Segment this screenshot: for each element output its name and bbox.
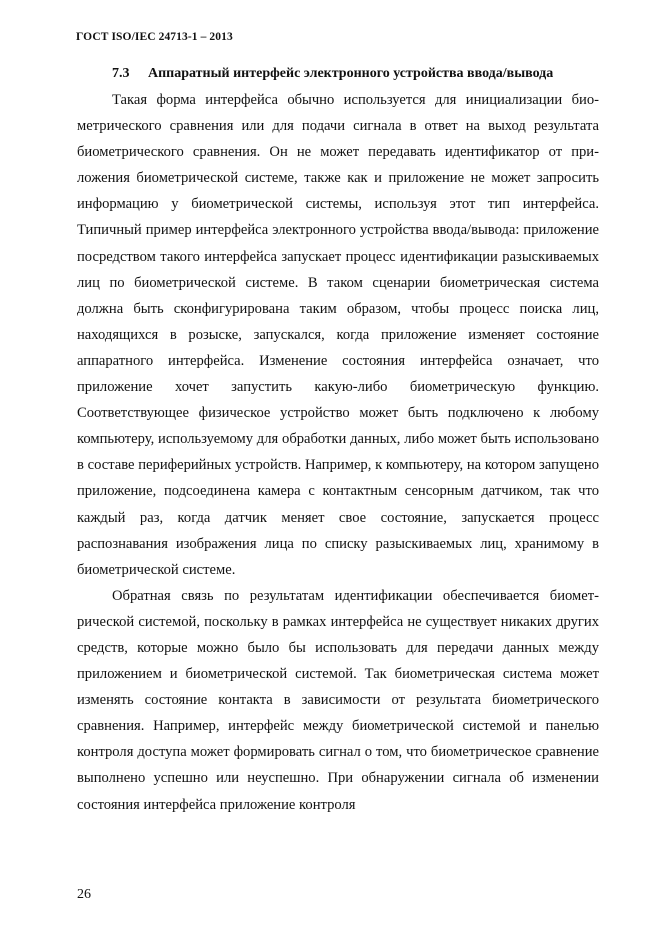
- running-header: ГОСТ ISO/IEC 24713-1 – 2013: [76, 31, 233, 43]
- body-text: [77, 87, 599, 818]
- section-number: 7.3: [112, 66, 130, 81]
- paragraph: Обратная связь по результатам идентификации обеспечивается биометрической системой, поскольку в рамках интерфейса не существует никаких других средств, которые можно было бы использовать для передачи данных между приложением и биометрической системой. Так биометрическая система может изменять состояние контакта в зависимости от результата биометрического сравнения. Например, интерфейс между биометрической системой и панелью контроля доступа может формировать сигнал о том, что биометрическое сравнение выполнено успешно или неуспешно. При обнаружении сигнала об изменении состояния интерфейса приложение контроля: [77, 587, 599, 813]
- page-number: 26: [77, 887, 91, 902]
- section-heading: [112, 66, 612, 82]
- section-title: Аппаратный интерфейс электронного устройства ввода/вывода: [148, 66, 554, 81]
- paragraph: Такая форма интерфейса обычно используется для инициализации биометрического сравнения или для подачи сигнала в ответ на выход результата биометрического сравнения. Он не может передавать идентификатор от приложения биометрической системе, также как и приложение не может запросить информацию у биометрической системы, используя этот тип интерфейса. Типичный пример интерфейса электронного устройства ввода/вывода: приложение посредством такого интерфейса запускает процесс идентификации разыскиваемых лиц по биометрической системе. В таком сценарии биометрическая система должна быть сконфигурирована таким образом, чтобы процесс поиска лиц, находящихся в розыске, запускался, когда приложение изменяет состояние аппаратного интерфейса. Изменение состояния интерфейса означает, что приложение хочет запустить какую-либо биометрическую функцию. Соответствующее физическое устройство может быть подключено к любому компьютеру, используемому для обработки данных, либо может быть использовано в составе периферийных устройств. Например, к компьютеру, на котором запущено приложение, подсоединена камера с контактным сенсорным датчиком, так что каждый раз, когда датчик меняет свое состояние, запускается процесс распознавания изображения лица по списку разыскиваемых лиц, хранимому в биометрической системе.: [77, 92, 599, 578]
